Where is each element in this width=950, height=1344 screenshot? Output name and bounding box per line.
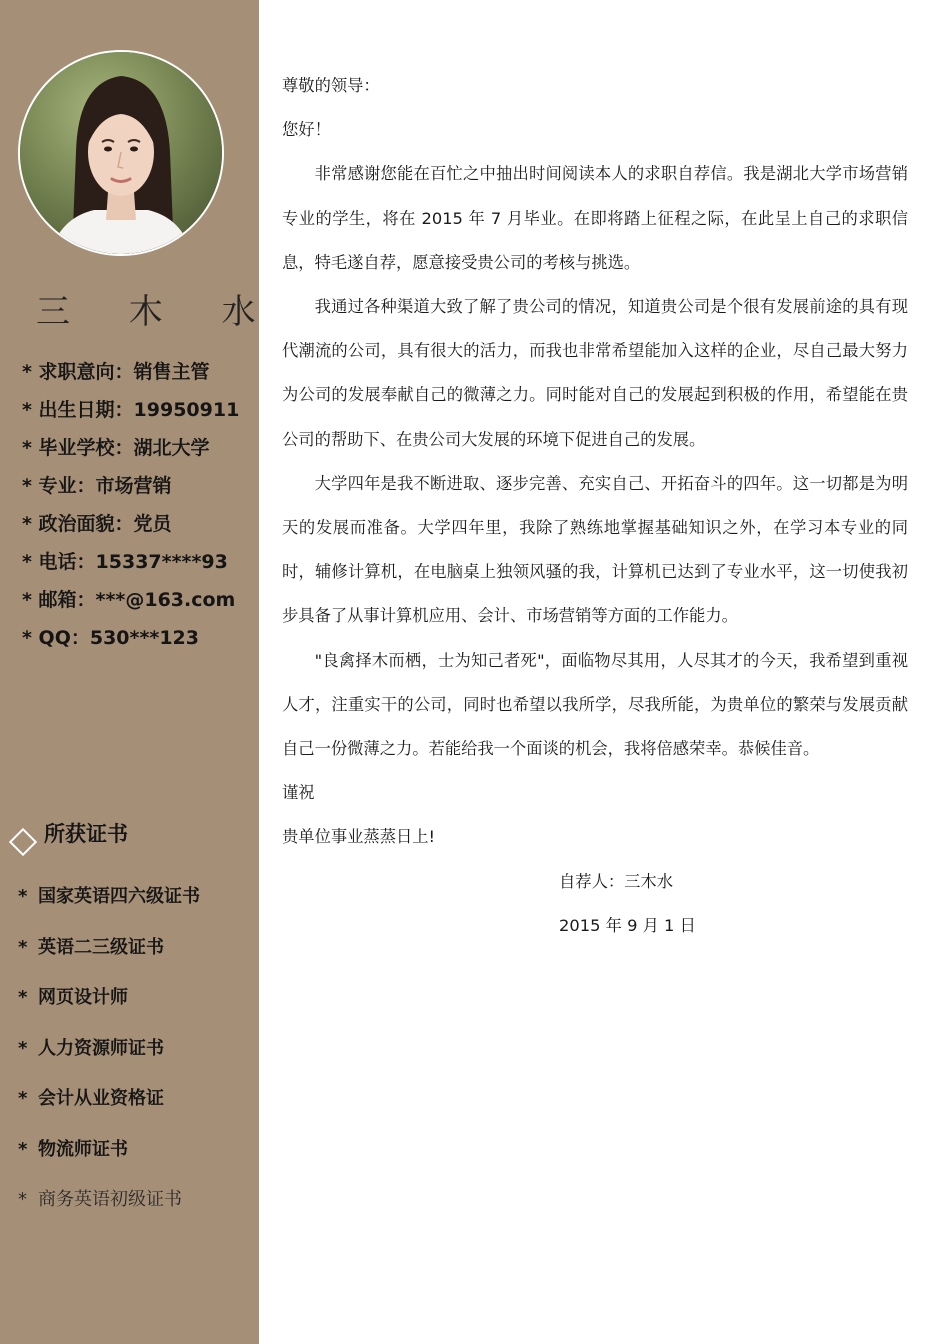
profile-photo <box>18 50 224 256</box>
letter-closing: 谨祝 <box>282 783 315 803</box>
personal-info-list <box>22 358 239 662</box>
certificate-item: * 网页设计师 <box>18 987 128 1008</box>
info-email: * 邮箱：***@163.com <box>22 589 236 611</box>
certificate-item: * 英语二三级证书 <box>18 936 164 958</box>
portrait-illustration <box>20 52 222 254</box>
info-major: * 专业：市场营销 <box>22 475 172 497</box>
certificate-item: * 物流师证书 <box>18 1138 128 1160</box>
info-political-status: * 政治面貌：党员 <box>22 513 172 535</box>
letter-paragraph: 我通过各种渠道大致了解了贵公司的情况，知道贵公司是个很有发展前途的具有现代潮流的公司，具有很大的活力，而我也非常希望能加入这样的企业，尽自己最大努力为公司的发展奉献自己的微薄之力。同时能对自己的发展起到积极的作用，希望能在贵公司的帮助下、在贵公司大发展的环境下促进自己的发展。 <box>282 296 908 449</box>
letter-paragraph: "良禽择木而栖，士为知己者死"，面临物尽其用，人尽其才的今天，我希望到重视人才，注重实干的公司，同时也希望以我所学，尽我所能，为贵单位的繁荣与发展贡献自己一份微薄之力。若能给我一个面谈的机会，我将倍感荣幸。恭候佳音。 <box>282 650 908 759</box>
info-job-intention: * 求职意向：销售主管 <box>22 361 210 383</box>
info-birth-date: * 出生日期：19950911 <box>22 399 240 421</box>
letter-greeting: 您好！ <box>282 120 331 140</box>
info-phone: * 电话：15337****93 <box>22 551 228 573</box>
info-qq: * QQ：530***123 <box>22 627 199 649</box>
certificate-item: * 国家英语四六级证书 <box>18 886 200 907</box>
cover-letter <box>282 64 908 948</box>
diamond-icon <box>9 828 37 856</box>
letter-signature: 自荐人：三木水 <box>559 871 673 891</box>
certificate-item: * 商务英语初级证书 <box>18 1189 182 1210</box>
certificates-list <box>18 882 200 1236</box>
certificate-item: * 会计从业资格证 <box>18 1088 164 1109</box>
letter-date: 2015 年 9 月 1 日 <box>559 915 696 935</box>
letter-wish: 贵单位事业蒸蒸日上! <box>282 827 436 847</box>
certificate-item: * 人力资源师证书 <box>18 1037 164 1059</box>
letter-paragraph: 大学四年是我不断进取、逐步完善、充实自己、开拓奋斗的四年。这一切都是为明天的发展而准备。大学四年里，我除了熟练地掌握基础知识之外，在学习本专业的同时，辅修计算机，在电脑桌上独领风骚的我，计算机已达到了专业水平，这一切使我初步具备了从事计算机应用、会计、市场营销等方面的工作能力。 <box>282 473 908 626</box>
certificates-title: 所获证书 <box>44 822 128 846</box>
info-school: * 毕业学校：湖北大学 <box>22 437 210 459</box>
letter-paragraph: 非常感谢您能在百忙之中抽出时间阅读本人的求职自荐信。我是湖北大学市场营销专业的学生，将在 2015 年 7 月毕业。在即将踏上征程之际，在此呈上自己的求职信息，特毛遂自荐，愿意接受贵公司的考核与挑选。 <box>282 164 908 272</box>
candidate-name: 三 木 水 <box>36 292 280 332</box>
letter-salutation: 尊敬的领导： <box>282 76 380 95</box>
sidebar <box>0 0 280 1344</box>
